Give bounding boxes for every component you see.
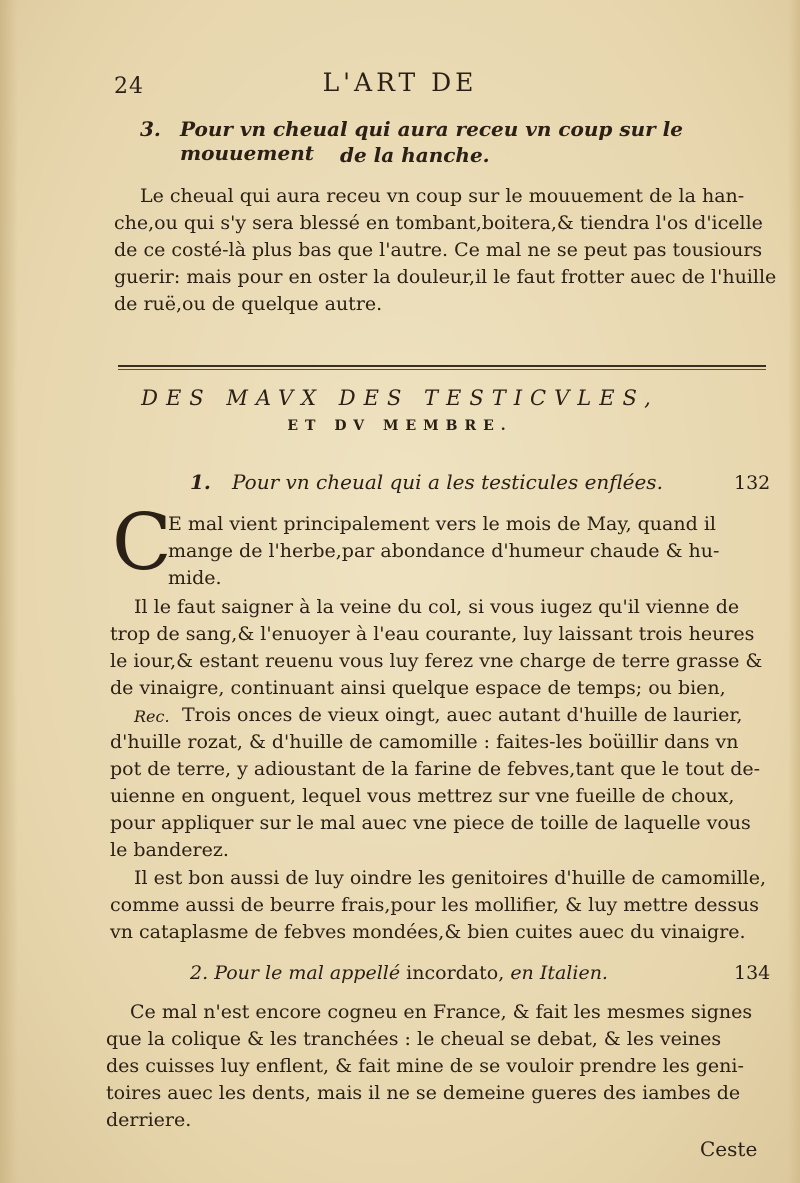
- page-edge-shadow-right: [788, 0, 800, 1183]
- section-3-line: Le cheual qui aura receu vn coup sur le mouuement de la han-: [140, 185, 745, 207]
- section-3-line: de ruë,ou de quelque autre.: [114, 293, 383, 315]
- catchword: Ceste: [700, 1137, 758, 1161]
- margin-number-132: 132: [734, 472, 771, 494]
- page-edge-shadow-left: [0, 0, 18, 1183]
- recipe-line: pour appliquer sur le mal auec vne piece de toille de laquelle vous: [110, 812, 751, 834]
- section-1-first-line: mange de l'herbe,par abondance d'humeur chaude & hu-: [168, 540, 720, 562]
- page-number: 24: [114, 74, 144, 99]
- section-2-line: derriere.: [106, 1109, 192, 1131]
- section-2-line: que la colique & les tranchées : le cheual se debat, & les veines: [106, 1028, 722, 1050]
- recipe-line: Trois onces de vieux oingt, auec autant d'huille de laurier,: [182, 704, 743, 726]
- section-divider-rule: [118, 365, 766, 367]
- section-1-line: Il le faut saigner à la veine du col, si vous iugez qu'il vienne de: [134, 596, 740, 618]
- recipe-line: pot de terre, y adioustant de la farine de febves,tant que le tout de-: [110, 758, 761, 780]
- section-1-number: 1.: [190, 470, 211, 494]
- section-3-line: de ce costé-là plus bas que l'autre. Ce mal ne se peut pas tousiours: [114, 239, 763, 261]
- section-2-heading-c: en Italien.: [510, 962, 608, 984]
- recipe-line: uienne en onguent, lequel vous mettrez sur vne fueille de choux,: [110, 785, 735, 807]
- section-1-first-line: mide.: [168, 567, 222, 589]
- section-3-number: 3.: [140, 117, 161, 141]
- section-3-heading-line2: de la hanche.: [340, 143, 490, 167]
- section-2-line: des cuisses luy enflent, & fait mine de se vouloir prendre les geni-: [106, 1055, 744, 1077]
- section-1-line: le iour,& estant reuenu vous luy ferez vne charge de terre grasse &: [110, 650, 763, 672]
- section-2-line: toires auec les dents, mais il ne se demeine gueres des iambes de: [106, 1082, 741, 1104]
- section-2-number: 2.: [190, 962, 209, 984]
- running-head: L'ART DE: [322, 68, 478, 97]
- recipe-line: le banderez.: [110, 839, 229, 861]
- section-1-line: trop de sang,& l'enuoyer à l'eau courante, luy laissant trois heures: [110, 623, 755, 645]
- drop-cap-letter: C: [112, 498, 172, 588]
- section-1-more-line: Il est bon aussi de luy oindre les genitoires d'huille de camomille,: [134, 867, 767, 889]
- section-1-heading: Pour vn cheual qui a les testicules enflées.: [232, 470, 663, 494]
- section-1-more-line: comme aussi de beurre frais,pour les mollifier, & luy mettre dessus: [110, 894, 760, 916]
- section-2-heading: [190, 960, 608, 986]
- section-2-heading-a: Pour le mal appellé: [214, 962, 401, 984]
- section-1-first-line: E mal vient principalement vers le mois de May, quand il: [168, 513, 716, 535]
- section-divider-rule-thin: [118, 369, 766, 370]
- section-2-line: Ce mal n'est encore cogneu en France, & fait les mesmes signes: [130, 1001, 753, 1023]
- margin-number-134: 134: [734, 962, 771, 984]
- section-1-more-line: vn cataplasme de febves mondées,& bien cuites auec du vinaigre.: [110, 921, 746, 943]
- recipe-label: Rec.: [134, 707, 170, 726]
- section-3-heading-line1: Pour vn cheual qui aura receu vn coup sur le mouuement: [180, 117, 683, 165]
- recipe-line: d'huille rozat, & d'huille de camomille : faites-les boüillir dans vn: [110, 731, 739, 753]
- chapter-subtitle: ET DV MEMBRE.: [287, 418, 513, 434]
- section-3-line: che,ou qui s'y sera blessé en tombant,boitera,& tiendra l'os d'icelle: [114, 212, 763, 234]
- chapter-title: DES MAVX DES TESTICVLES,: [141, 386, 659, 410]
- section-1-line: de vinaigre, continuant ainsi quelque espace de temps; ou bien,: [110, 677, 726, 699]
- section-2-heading-b: incordato,: [406, 962, 505, 984]
- section-3-line: guerir: mais pour en oster la douleur,il le faut frotter auec de l'huille: [114, 266, 777, 288]
